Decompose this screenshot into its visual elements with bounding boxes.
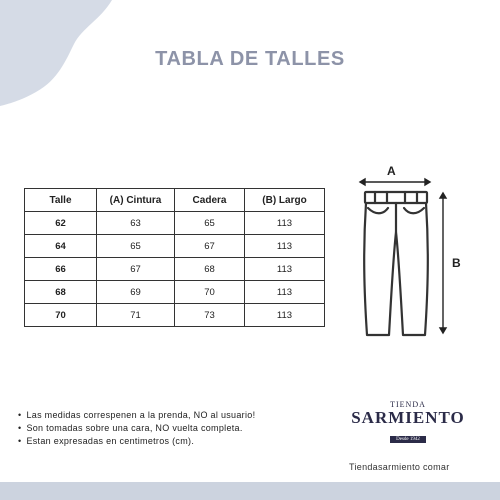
cell-talle: 64 bbox=[25, 235, 97, 258]
header-largo: (B) Largo bbox=[245, 189, 325, 212]
cell-largo: 113 bbox=[245, 281, 325, 304]
cell-largo: 113 bbox=[245, 235, 325, 258]
cell-talle: 70 bbox=[25, 304, 97, 327]
label-b: B bbox=[452, 256, 461, 270]
table-row bbox=[25, 235, 325, 258]
cell-largo: 113 bbox=[245, 304, 325, 327]
cell-talle: 68 bbox=[25, 281, 97, 304]
notes-list bbox=[18, 410, 255, 449]
table-row bbox=[25, 212, 325, 235]
cell-largo: 113 bbox=[245, 258, 325, 281]
table-row bbox=[25, 304, 325, 327]
table-row bbox=[25, 258, 325, 281]
cell-talle: 66 bbox=[25, 258, 97, 281]
pants-icon bbox=[364, 192, 428, 335]
cell-cadera: 68 bbox=[175, 258, 245, 281]
cell-cadera: 73 bbox=[175, 304, 245, 327]
note-item: • Las medidas correspenen a la prenda, NO al usuario! bbox=[18, 410, 255, 420]
brand-small-text: TIENDA bbox=[390, 400, 426, 409]
cell-cintura: 71 bbox=[97, 304, 175, 327]
cell-cintura: 69 bbox=[97, 281, 175, 304]
note-item: • Estan expresadas en centimetros (cm). bbox=[18, 436, 255, 446]
header-cadera: Cadera bbox=[175, 189, 245, 212]
size-table bbox=[24, 188, 325, 327]
header-cintura: (A) Cintura bbox=[97, 189, 175, 212]
brand-logo bbox=[346, 400, 470, 445]
footer-bar bbox=[0, 482, 500, 500]
page-title: TABLA DE TALLES bbox=[155, 48, 345, 70]
cell-cintura: 63 bbox=[97, 212, 175, 235]
waist-measure-arrow bbox=[360, 179, 430, 185]
length-measure-arrow bbox=[440, 193, 446, 333]
cell-cintura: 67 bbox=[97, 258, 175, 281]
website-text: Tiendasarmiento comar bbox=[349, 462, 450, 472]
cell-cadera: 65 bbox=[175, 212, 245, 235]
label-a: A bbox=[387, 164, 396, 178]
table-header-row bbox=[25, 189, 325, 212]
brand-name: SARMIENTO bbox=[351, 408, 465, 427]
table-row bbox=[25, 281, 325, 304]
cell-cintura: 65 bbox=[97, 235, 175, 258]
cell-cadera: 67 bbox=[175, 235, 245, 258]
brand-tagline: Desde 1942 bbox=[390, 436, 426, 443]
cell-largo: 113 bbox=[245, 212, 325, 235]
cell-cadera: 70 bbox=[175, 281, 245, 304]
header-talle: Talle bbox=[25, 189, 97, 212]
cell-talle: 62 bbox=[25, 212, 97, 235]
note-item: • Son tomadas sobre una cara, NO vuelta completa. bbox=[18, 423, 255, 433]
